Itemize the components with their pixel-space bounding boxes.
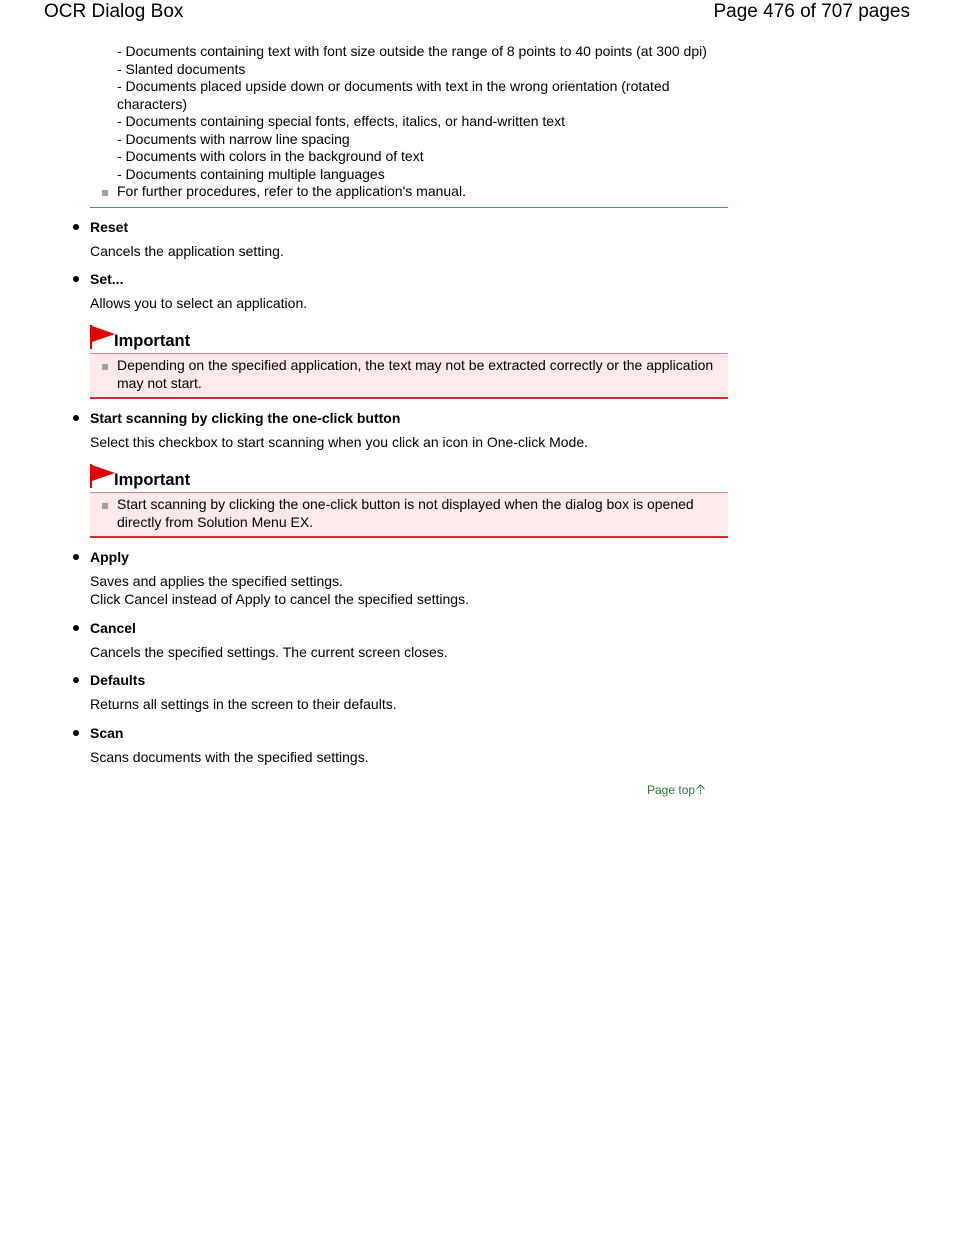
important-text-row [117, 357, 720, 392]
item-title: Start scanning by clicking the one-click button [90, 410, 401, 426]
list-item: - Documents with colors in the background of text [117, 148, 424, 164]
important-text: Depending on the specified application, the text may not be extracted correctly or the application may not start. [117, 357, 714, 391]
document-title: OCR Dialog Box [44, 1, 184, 22]
page-top-label: Page top [647, 783, 696, 797]
important-title: Important [114, 332, 191, 350]
further-procedures-text: For further procedures, refer to the application's manual. [117, 183, 466, 199]
item-title: Scan [90, 725, 124, 741]
item-description: Scans documents with the specified settings. [90, 749, 369, 765]
important-text: Start scanning by clicking the one-click button is not displayed when the dialog box is opened directly from Solution Menu EX. [117, 496, 694, 530]
list-item: - Documents containing multiple languages [117, 165, 385, 182]
item-scan [90, 725, 728, 767]
item-description: Saves and applies the specified settings. [90, 573, 343, 589]
item-title: Set... [90, 271, 124, 287]
page-indicator: Page 476 of 707 pages [713, 1, 910, 22]
list-item: - Slanted documents [117, 60, 246, 77]
further-procedures-note [117, 183, 728, 201]
limitations-list [117, 43, 728, 201]
red-flag-icon [90, 325, 116, 349]
important-text-row [117, 496, 720, 531]
item-description: Select this checkbox to start scanning when you click an icon in One-click Mode. [90, 434, 589, 450]
list-item: - Documents with narrow line spacing [117, 130, 350, 147]
red-flag-icon [90, 464, 116, 488]
bullet-icon [73, 677, 79, 683]
list-item: - Documents placed upside down or documents with text in the wrong orientation (rotated characters) [117, 78, 670, 112]
square-bullet-icon [102, 364, 108, 370]
important-title: Important [114, 471, 191, 489]
item-title: Apply [90, 549, 129, 565]
bullet-icon [73, 730, 79, 736]
item-description: Cancels the application setting. [90, 243, 284, 259]
list-item: - Documents containing special fonts, effects, italics, or hand-written text [117, 113, 565, 129]
separator-line [90, 207, 728, 208]
list-item: - Documents containing text with font size outside the range of 8 points to 40 points (at 300 dpi) [117, 43, 707, 59]
square-bullet-icon [102, 190, 108, 196]
item-start-scanning [90, 410, 728, 452]
item-description: Allows you to select an application. [90, 295, 308, 311]
item-description: Returns all settings in the screen to their defaults. [90, 696, 397, 712]
item-description: Click Cancel instead of Apply to cancel the specified settings. [90, 590, 469, 607]
important-box [90, 492, 728, 538]
bullet-icon [73, 224, 79, 230]
item-apply [90, 549, 728, 608]
item-title: Defaults [90, 672, 146, 688]
item-title: Cancel [90, 620, 136, 636]
arrow-up-icon [695, 784, 706, 796]
bullet-icon [73, 625, 79, 631]
item-defaults [90, 672, 728, 714]
item-title: Reset [90, 219, 129, 235]
item-set [90, 271, 728, 313]
bullet-icon [73, 554, 79, 560]
bullet-icon [73, 415, 79, 421]
page-top-link[interactable] [647, 783, 706, 798]
item-description: Cancels the specified settings. The current screen closes. [90, 644, 448, 660]
square-bullet-icon [102, 503, 108, 509]
bullet-icon [73, 276, 79, 282]
item-cancel [90, 620, 728, 662]
item-reset [90, 219, 728, 261]
important-box [90, 353, 728, 399]
